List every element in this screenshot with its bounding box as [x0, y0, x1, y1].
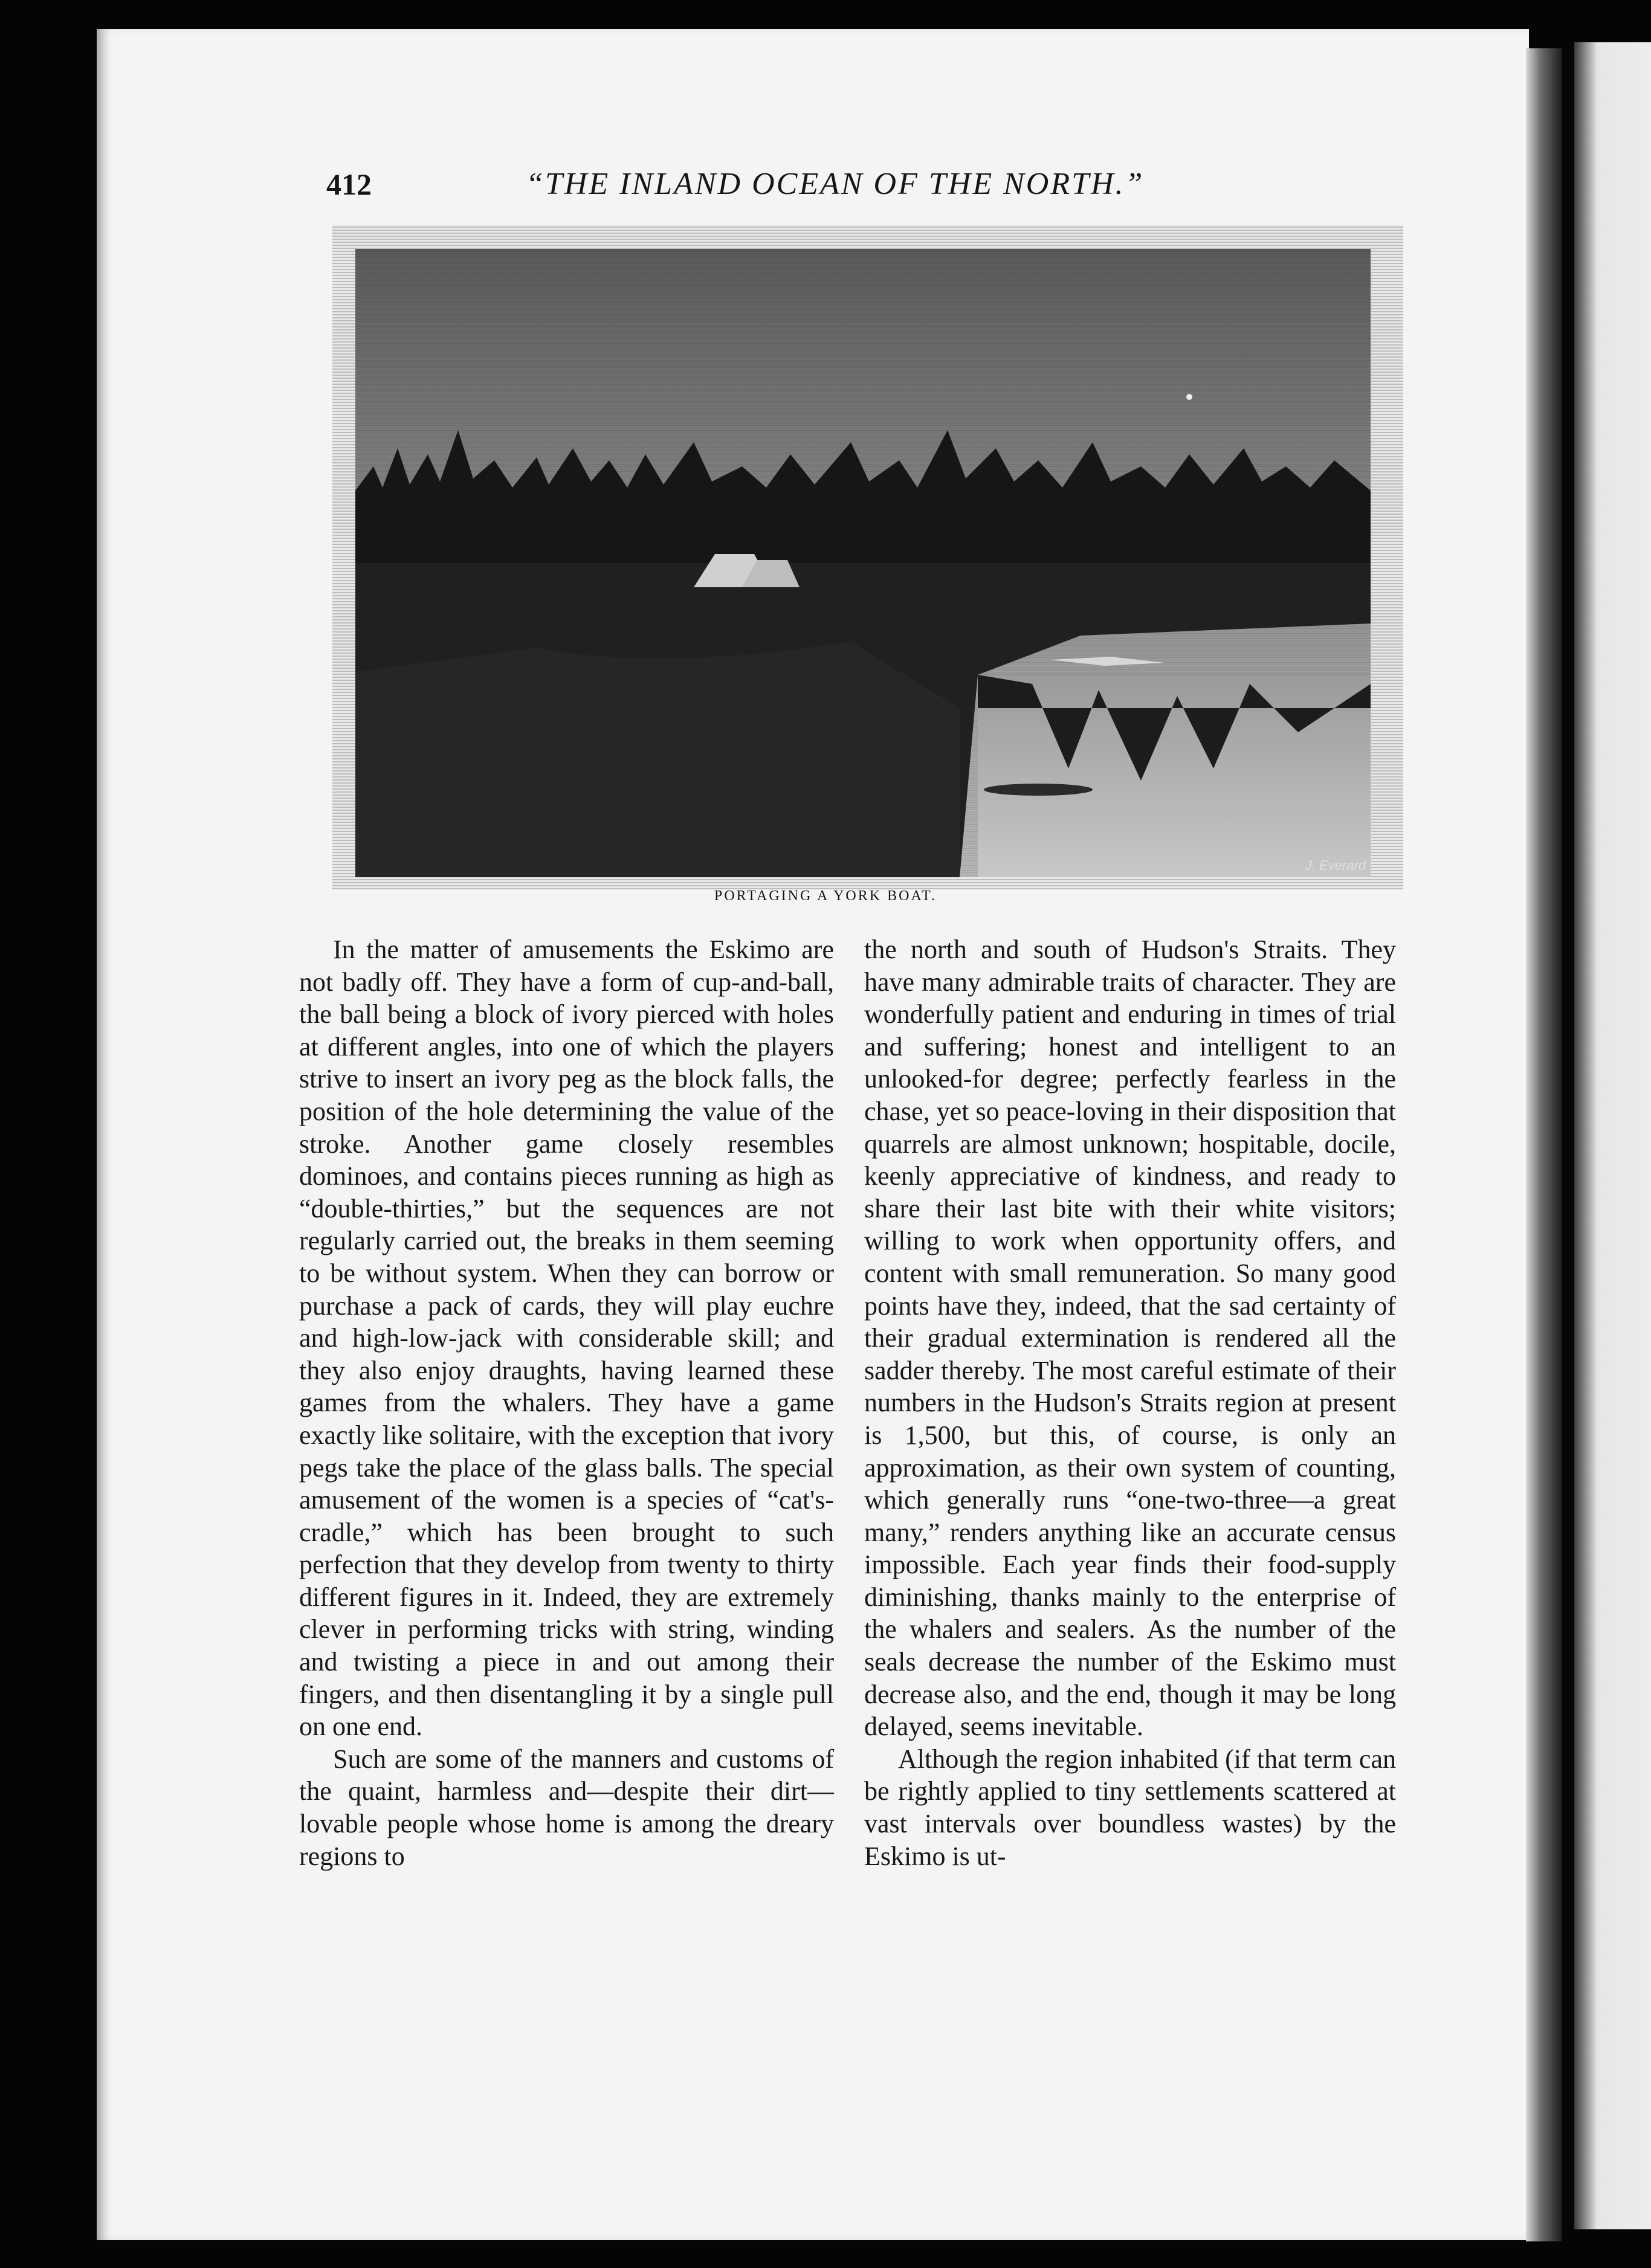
running-title: “THE INLAND OCEAN OF THE NORTH.” — [526, 167, 1145, 201]
paragraph: In the matter of amusements the Eskimo are not badly off. They have a form of cup-and-ball, the ball being a block of ivory pierced with holes at different angles, into one of which the players strive to insert an ivory peg as the block falls, the position of the hole determining the value of the stroke. Another game closely resembles dominoes, and contains pieces running as high as “double-thirties,” but the sequences are not regularly carried out, the breaks in them seeming to be without system. When they can borrow or purchase a pack of cards, they will play euchre and high-low-jack with considerable skill; and they also enjoy draughts, having learned these games from the whalers. They have a game exactly like solitaire, with the exception that ivory pegs take the place of the glass balls. The special amusement of the women is a species of “cat's-cradle,” which has been brought to such perfection that they develop from twenty to thirty different figures in it. Indeed, they are extremely clever in performing tricks with string, winding and twisting a piece in and out among their fingers, and then disentangling it by a single pull on one end. — [299, 935, 834, 1742]
next-page-edge — [1574, 42, 1651, 2229]
page-gutter-shadow — [1526, 48, 1562, 2241]
engraving-portaging-scene — [355, 249, 1371, 877]
page-number: 412 — [326, 167, 372, 201]
artist-signature: J. Everard — [1305, 858, 1366, 873]
paragraph: Such are some of the manners and customs of the quaint, harmless and—despite their dirt—lovable people whose home is among the dreary regions to — [299, 1744, 834, 1871]
paragraph: Although the region inhabited (if that term can be rightly applied to tiny settlements scattered at vast intervals over boundless wastes) by the Eskimo is ut- — [864, 1744, 1396, 1871]
paragraph: the north and south of Hudson's Straits. They have many admirable traits of character. They are wonderfully patient and enduring in times of trial and suffering; honest and intelligent to an unlooked-for degree; perfectly fearless in the chase, yet so peace-loving in their disposition that quarrels are almost unknown; hospitable, docile, keenly appreciative of kindness, and ready to share their last bite with their white visitors; willing to work when opportunity offers, and content with small remuneration. So many good points have they, indeed, that the sad certainty of their gradual extermination is rendered all the sadder thereby. The most careful estimate of their numbers in the Hudson's Straits region at present is 1,500, but this, of course, is only an approximation, as their own system of counting, which generally runs “one-two-three—a great many,” renders anything like an accurate census impossible. Each year finds their food-supply diminishing, thanks mainly to the enterprise of the whalers and sealers. As the number of the seals decrease the number of the Eskimo must decrease also, and the end, though it may be long delayed, seems inevitable. — [864, 935, 1396, 1742]
figure-caption: PORTAGING A YORK BOAT. — [714, 888, 937, 904]
text-column-right — [864, 933, 1396, 1872]
floating-log — [984, 784, 1093, 796]
illustration-plate — [332, 225, 1403, 889]
reeds-foreground — [355, 642, 960, 877]
text-column-left — [299, 933, 834, 1872]
running-header — [326, 163, 1414, 211]
star — [1186, 394, 1192, 400]
landscape-engraving — [355, 249, 1371, 877]
